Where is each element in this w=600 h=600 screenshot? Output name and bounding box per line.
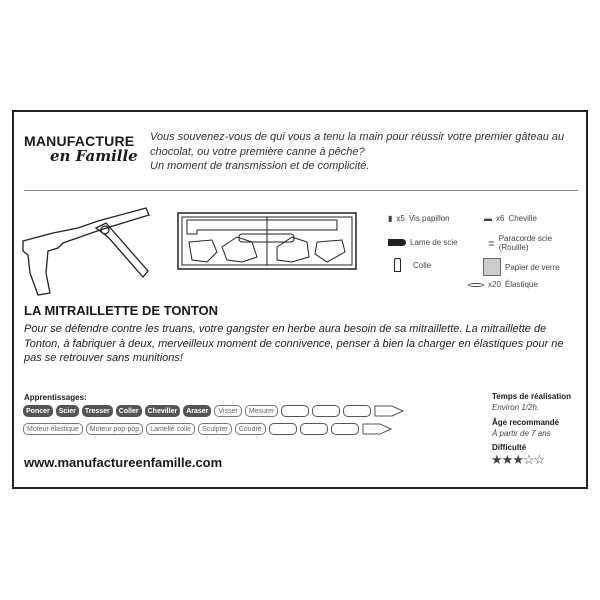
material-label: Paracorde scie (Rouille) (498, 234, 553, 252)
skills-row-2 (23, 423, 392, 435)
star-filled-icon: ★ (491, 452, 502, 467)
sandpaper-icon (483, 258, 501, 276)
time-value: Environ 1/2h. (492, 403, 540, 412)
saw-blade-icon (388, 239, 406, 246)
toy-gun-illustration (18, 203, 153, 303)
material-qty: x20 (488, 280, 501, 289)
material-label: Colle (413, 260, 432, 270)
empty-skill-slot (343, 405, 371, 417)
intro-line: Un moment de transmission et de complicité. (150, 160, 370, 172)
skill-tag: Tresser (82, 405, 113, 417)
material-item (488, 234, 588, 252)
material-item (388, 214, 450, 223)
empty-skill-slot (331, 423, 359, 435)
star-filled-icon: ★ (501, 452, 513, 467)
difficulty-label: Difficulté (492, 443, 527, 452)
material-label: Vis papillon (408, 214, 450, 223)
skill-tag: Araser (183, 405, 211, 417)
skill-tag: Moteur élastique (23, 423, 83, 435)
intro-line: chocolat, ou votre première canne à pêche? (150, 145, 365, 158)
empty-skill-slot (269, 423, 297, 435)
material-item (483, 258, 560, 276)
rubber-band-icon (468, 283, 484, 287)
star-empty-icon: ☆ (522, 452, 534, 467)
material-label: Lame de scie (410, 238, 458, 247)
skill-tag: Coller (116, 405, 142, 417)
apprentissages-label: Apprentissages: (24, 393, 87, 402)
brand-logo: MANUFACTURE (24, 133, 135, 149)
empty-skill-slot (312, 405, 340, 417)
skill-tag: Cheviller (145, 405, 181, 417)
skill-tag: Moteur pop-pop (86, 423, 143, 435)
skill-tag: Visser (214, 405, 241, 417)
age-label: Âge recommandé (492, 418, 560, 427)
star-filled-icon: ★ (512, 452, 523, 467)
product-description: Pour se défendre contre les truans, votre gangster en herbe aura besoin de sa mitraillette. La mitraillette de Tonton, à fabriquer à deux, merveilleux moment de connivence, penser à bien la charger en élastiques pour ne pas se retrouver sans munitions! (24, 323, 564, 364)
intro-text (150, 130, 580, 174)
material-item (388, 238, 458, 247)
skill-tag: Coudre (235, 423, 266, 435)
arrow-icon (362, 423, 392, 435)
empty-skill-slot (300, 423, 328, 435)
product-title: LA MITRAILLETTE DE TONTON (24, 303, 219, 318)
paracord-icon: ≣ (488, 238, 495, 248)
material-label: Papier de verre (505, 262, 560, 272)
material-item (484, 214, 537, 223)
dowel-icon: ▬ (484, 214, 492, 223)
skill-tag: Scier (56, 405, 79, 417)
website-link[interactable]: www.manufactureenfamille.com (24, 455, 223, 470)
brand-logo-sub: en Famille (50, 147, 138, 165)
divider (24, 190, 578, 191)
skill-tag: Poncer (23, 405, 53, 417)
skill-tag: Lamellé collé (146, 423, 195, 435)
wood-parts-board (177, 212, 357, 270)
arrow-icon (374, 405, 404, 417)
skill-tag: Mesurer (245, 405, 279, 417)
star-empty-icon: ☆ (533, 452, 545, 467)
screw-icon: ▮ (388, 214, 393, 223)
material-label: Cheville (508, 214, 537, 223)
empty-skill-slot (281, 405, 309, 417)
material-label: Élastique (504, 280, 538, 289)
material-item (394, 258, 431, 272)
age-value: À partir de 7 ans (492, 429, 551, 438)
glue-icon (394, 258, 401, 272)
time-label: Temps de réalisation (492, 392, 571, 401)
difficulty-rating (491, 452, 544, 468)
skill-tag: Sculpter (198, 423, 232, 435)
material-item (468, 280, 538, 289)
material-qty: x6 (496, 214, 505, 223)
intro-line: Vous souvenez-vous de qui vous a tenu la main pour réussir votre premier gâteau au (150, 131, 565, 143)
skills-row-1 (23, 405, 404, 417)
material-qty: x5 (396, 214, 405, 223)
